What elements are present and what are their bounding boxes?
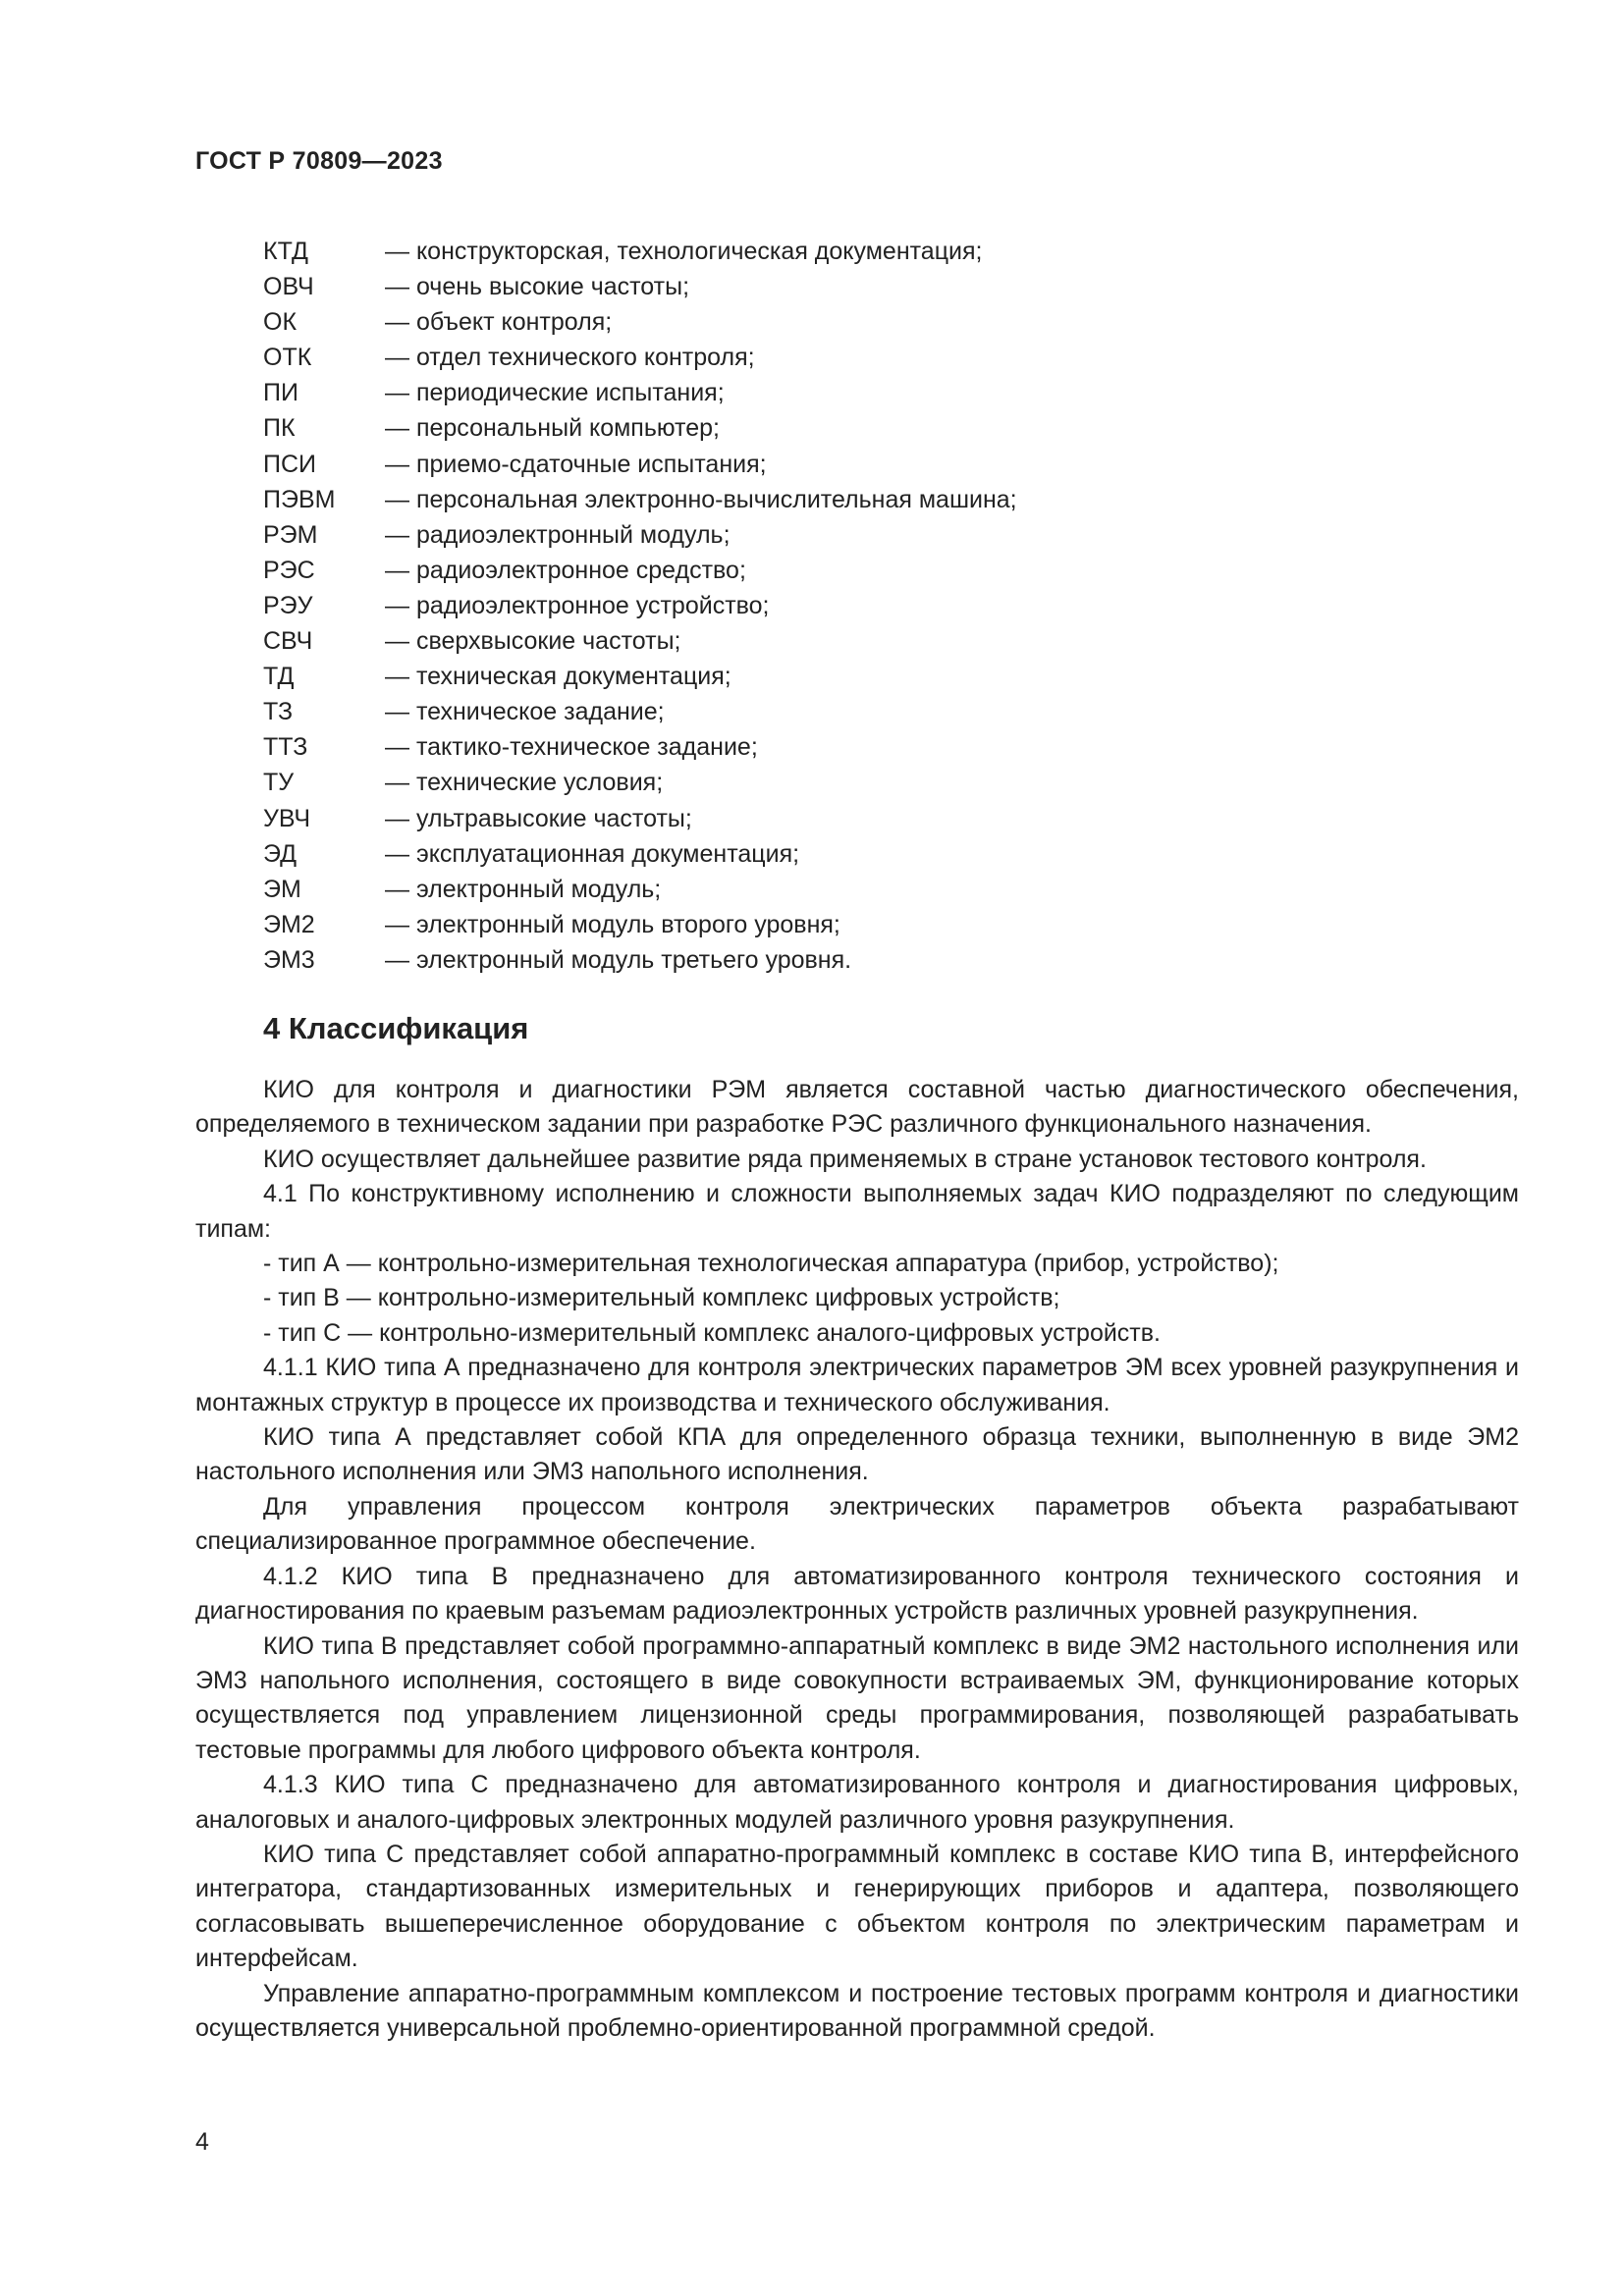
abbreviation-definition: — эксплуатационная документация; (385, 839, 800, 868)
abbreviation-row (263, 623, 1017, 659)
abbreviation-definition: — радиоэлектронное устройство; (385, 591, 770, 619)
abbreviation-row (263, 553, 1017, 588)
abbreviation-term: РЭУ (263, 591, 313, 619)
abbreviation-row (263, 447, 1017, 482)
paragraph: 4.1 По конструктивному исполнению и сложности выполняемых задач КИО подразделяют по следующим типам: (195, 1180, 1519, 1243)
abbreviation-term: СВЧ (263, 627, 313, 656)
section-body (195, 1073, 1519, 2046)
abbreviation-row (263, 234, 1017, 269)
abbreviation-row (263, 517, 1017, 553)
section-heading: 4 Классификация (263, 1011, 529, 1045)
abbreviation-row (263, 694, 1017, 729)
paragraph: 4.1.2 КИО типа В предназначено для автоматизированного контроля технического состояния и диагностирования по краевым разъемам радиоэлектронных устройств различных уровней разукрупнения. (195, 1562, 1519, 1626)
abbreviation-term: ОВЧ (263, 273, 314, 301)
abbreviation-term: ТД (263, 663, 295, 691)
abbreviation-row (263, 907, 1017, 942)
paragraph: КИО для контроля и диагностики РЭМ является составной частью диагностического обеспечения, определяемого в техническом задании при разработке РЭС различного функционального назначения. (195, 1076, 1519, 1139)
abbreviation-definition: — технические условия; (385, 769, 664, 797)
abbreviation-definition: — тактико-техническое задание; (385, 733, 758, 762)
abbreviation-row (263, 482, 1017, 517)
abbreviation-row (263, 801, 1017, 836)
paragraph: Управление аппаратно-программным комплексом и построение тестовых программ контроля и диагностики осуществляется универсальной проблемно-ориентированной программной средой. (195, 1979, 1519, 2042)
abbreviation-definition: — приемо-сдаточные испытания; (385, 450, 767, 478)
abbreviation-term: ОК (263, 308, 298, 337)
abbreviation-list (263, 234, 1017, 978)
abbreviation-term: УВЧ (263, 804, 311, 832)
abbreviation-row (263, 410, 1017, 446)
abbreviation-definition: — персональный компьютер; (385, 414, 720, 443)
abbreviation-term: ОТК (263, 344, 312, 372)
paragraph: КИО типа С представляет собой аппаратно-программный комплекс в составе КИО типа В, интерфейсного интегратора, стандартизованных измерительных и генерирующих приборов и адаптера, позволяющего согласовывать вышеперечисленное оборудование с объектом контроля по электрическим параметрам и интерфейсам. (195, 1840, 1519, 1973)
abbreviation-row (263, 304, 1017, 340)
abbreviation-row (263, 872, 1017, 907)
abbreviation-definition: — очень высокие частоты; (385, 273, 690, 301)
paragraph: 4.1.1 КИО типа А предназначено для контроля электрических параметров ЭМ всех уровней разукрупнения и монтажных структур в процессе их производства и технического обслуживания. (195, 1354, 1519, 1416)
abbreviation-row (263, 659, 1017, 694)
abbreviation-definition: — электронный модуль; (385, 875, 662, 903)
abbreviation-term: ПИ (263, 379, 298, 407)
abbreviation-row (263, 836, 1017, 872)
abbreviation-definition: — радиоэлектронный модуль; (385, 520, 731, 549)
paragraph: Для управления процессом контроля электрических параметров объекта разрабатывают специализированное программное обеспечение. (195, 1492, 1519, 1556)
abbreviation-definition: — периодические испытания; (385, 379, 725, 407)
abbreviation-definition: — ультравысокие частоты; (385, 804, 692, 832)
list-item: - тип В — контрольно-измерительный комплекс цифровых устройств; (263, 1284, 1060, 1312)
abbreviation-definition: — техническое задание; (385, 698, 665, 726)
abbreviation-term: ЭД (263, 839, 298, 868)
abbreviation-definition: — техническая документация; (385, 663, 731, 691)
abbreviation-term: ТТЗ (263, 733, 308, 762)
abbreviation-row (263, 375, 1017, 410)
abbreviation-row (263, 729, 1017, 765)
abbreviation-definition: — радиоэлектронное средство; (385, 556, 746, 584)
document-code-header: ГОСТ Р 70809—2023 (195, 147, 443, 175)
abbreviation-row (263, 765, 1017, 800)
abbreviation-term: РЭМ (263, 520, 318, 549)
abbreviation-definition: — конструкторская, технологическая документация; (385, 238, 983, 265)
abbreviation-row (263, 269, 1017, 304)
paragraph: КИО осуществляет дальнейшее развитие ряда применяемых в стране установок тестового контроля. (263, 1145, 1427, 1173)
abbreviation-term: ПК (263, 414, 296, 443)
paragraph: КИО типа А представляет собой КПА для определенного образца техники, выполненную в виде ЭМ2 настольного исполнения или ЭМ3 напольного исполнения. (195, 1423, 1519, 1486)
abbreviation-term: ЭМ3 (263, 945, 315, 974)
list-item: - тип С — контрольно-измерительный комплекс аналого-цифровых устройств. (263, 1318, 1161, 1347)
abbreviation-term: КТД (263, 238, 308, 265)
abbreviation-term: ЭМ2 (263, 910, 315, 938)
abbreviation-row (263, 340, 1017, 375)
list-item: - тип А — контрольно-измерительная технологическая аппаратура (прибор, устройство); (263, 1250, 1279, 1278)
abbreviation-term: ПЭВМ (263, 485, 336, 513)
abbreviation-term: ЭМ (263, 875, 301, 903)
abbreviation-term: ПСИ (263, 450, 316, 478)
abbreviation-term: ТУ (263, 769, 295, 797)
abbreviation-term: ТЗ (263, 698, 294, 726)
abbreviation-row (263, 942, 1017, 978)
paragraph: 4.1.3 КИО типа С предназначено для автоматизированного контроля и диагностирования цифровых, аналоговых и аналого-цифровых электронных модулей различного уровня разукрупнения. (195, 1771, 1519, 1834)
abbreviation-definition: — объект контроля; (385, 308, 613, 337)
page-number: 4 (195, 2128, 209, 2156)
abbreviation-definition: — электронный модуль третьего уровня. (385, 945, 852, 974)
abbreviation-definition: — электронный модуль второго уровня; (385, 910, 840, 938)
paragraph: КИО типа В представляет собой программно-аппаратный комплекс в виде ЭМ2 настольного исполнения или ЭМ3 напольного исполнения, состоящего в виде совокупности встраиваемых ЭМ, функционирование которых осуществляется под управлением лицензионной среды программирования, позволяющей разрабатывать тестовые программы для любого цифрового объекта контроля. (195, 1631, 1519, 1764)
abbreviation-definition: — сверхвысокие частоты; (385, 627, 681, 656)
abbreviation-row (263, 588, 1017, 623)
abbreviation-term: РЭС (263, 556, 315, 584)
abbreviation-definition: — персональная электронно-вычислительная машина; (385, 485, 1017, 513)
abbreviation-definition: — отдел технического контроля; (385, 344, 755, 372)
